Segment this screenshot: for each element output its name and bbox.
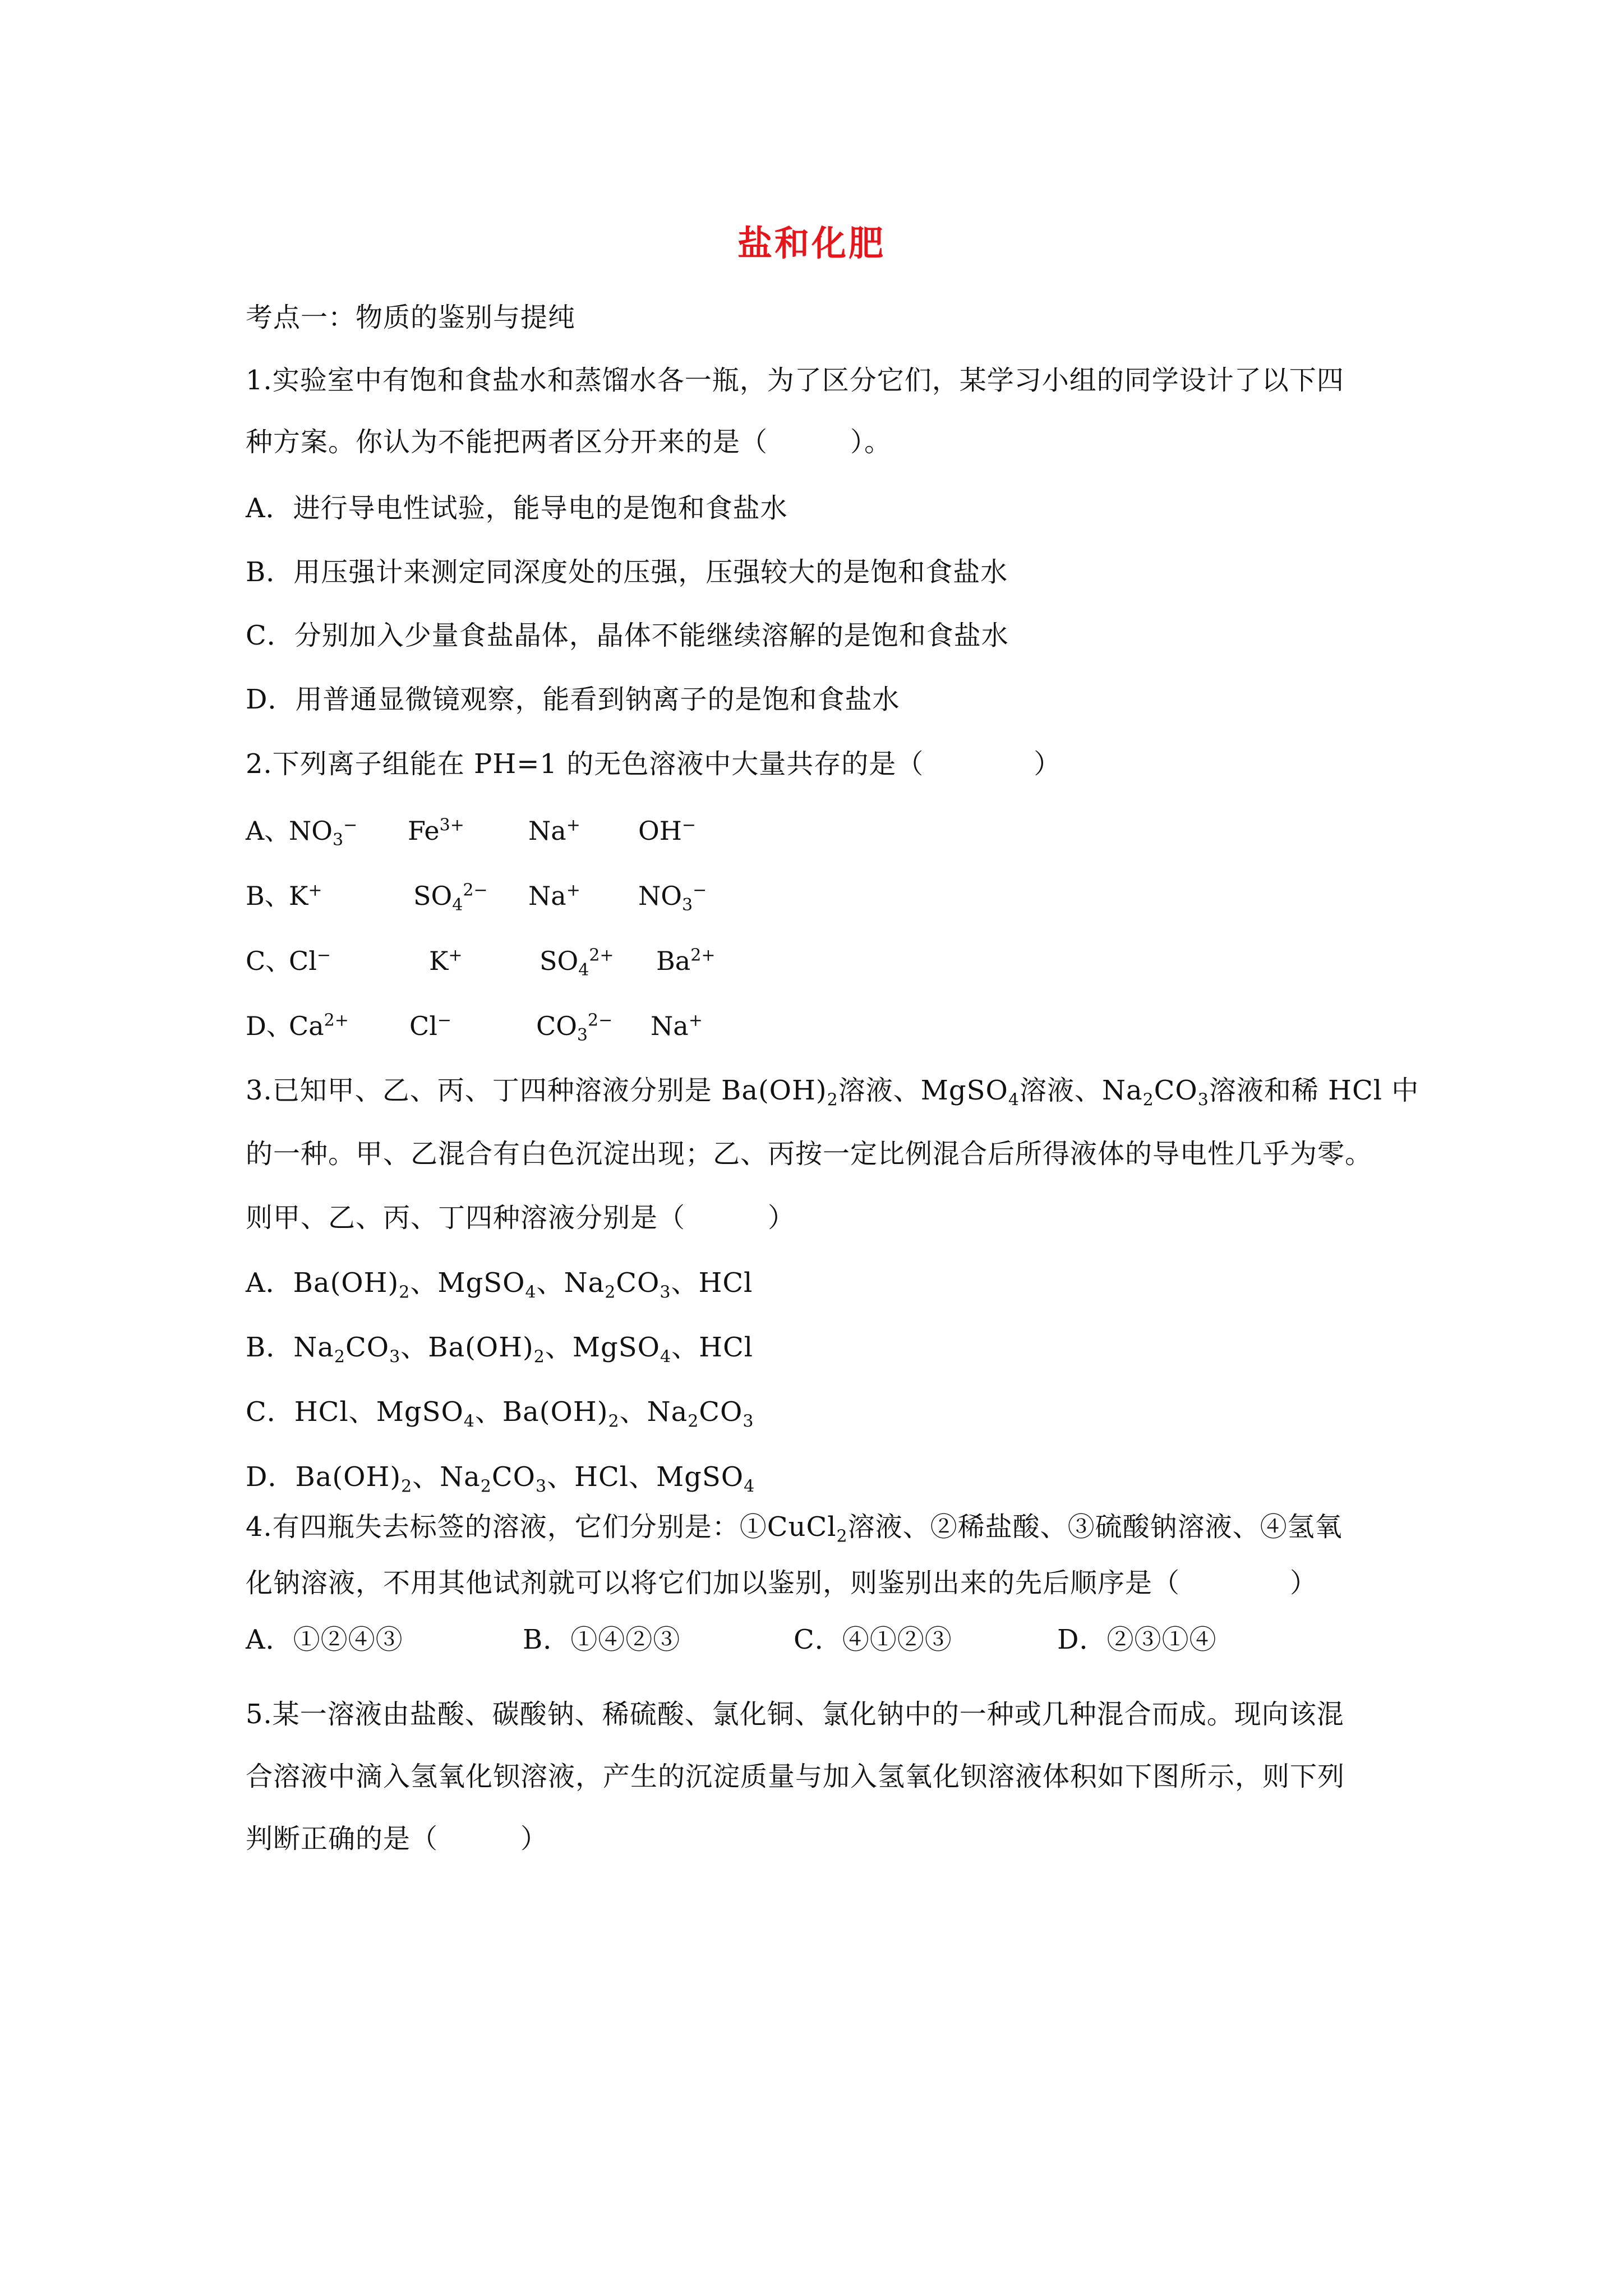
- ion: Cl−: [289, 945, 331, 976]
- ion: K+: [289, 880, 322, 911]
- ion: $Fe^{3+}$: [408, 815, 464, 846]
- ion: Na+: [528, 815, 580, 846]
- q2-option-label: B、: [246, 881, 291, 911]
- q1-option-c: C．分别加入少量食盐晶体，晶体不能继续溶解的是饱和食盐水: [246, 620, 1009, 651]
- ion: $NO_3^-$: [289, 815, 358, 850]
- q5-stem-line1: 5.某一溶液由盐酸、碳酸钠、稀硫酸、氯化铜、氯化钠中的一种或几种混合而成。现向该混: [246, 1699, 1344, 1730]
- ion: $Ca^{2+}$: [289, 1010, 349, 1041]
- q1-option-a: A．进行导电性试验，能导电的是饱和食盐水: [246, 493, 788, 524]
- q2-option-label: A、: [246, 816, 291, 846]
- page-title: 盐和化肥: [737, 223, 886, 264]
- q4-option-c: C．④①②③: [794, 1624, 952, 1655]
- q3-stem-line1: 3.已知甲、乙、丙、丁四种溶液分别是 $Ba(OH)_2$溶液、MgSO$_4$溶液、$Na_2CO_3$溶液和稀 HCl 中: [246, 1075, 1419, 1110]
- ion: $SO_4^{2+}$: [540, 945, 614, 981]
- ion: $Ba^{2+}$: [656, 945, 716, 976]
- ion: Cl−: [409, 1010, 452, 1041]
- ion: OH−: [638, 815, 696, 846]
- q3-option-c: C．HCl、MgSO$_4$、$Ba(OH)_2$、$Na_2CO_3$: [246, 1396, 754, 1432]
- q2-stem: 2.下列离子组能在 PH=1 的无色溶液中大量共存的是（ ）: [246, 748, 1062, 780]
- q2-option-label: D、: [246, 1011, 292, 1041]
- ion: $SO_4^{2-}$: [413, 880, 488, 915]
- section-heading: 考点一：物质的鉴别与提纯: [246, 302, 576, 333]
- q1-stem-line2: 种方案。你认为不能把两者区分开来的是（ ）。: [246, 426, 892, 458]
- q3-option-a: A．$Ba(OH)_2$、MgSO$_4$、$Na_2CO_3$、HCl: [246, 1267, 753, 1303]
- q3-stem-line2: 的一种。甲、乙混合有白色沉淀出现；乙、丙按一定比例混合后所得液体的导电性几乎为零。: [246, 1138, 1373, 1170]
- q5-stem-line3: 判断正确的是（ ）: [246, 1823, 548, 1855]
- q1-option-d: D．用普通显微镜观察，能看到钠离子的是饱和食盐水: [246, 684, 900, 715]
- ion: Na+: [651, 1010, 703, 1041]
- q4-option-d: D．②③①④: [1057, 1624, 1217, 1655]
- q3-stem-line3: 则甲、乙、丙、丁四种溶液分别是（ ）: [246, 1202, 796, 1234]
- q1-option-b: B．用压强计来测定同深度处的压强，压强较大的是饱和食盐水: [246, 556, 1008, 588]
- q2-option-label: C、: [246, 946, 292, 976]
- q4-option-b: B．①④②③: [523, 1624, 681, 1655]
- q5-stem-line2: 合溶液中滴入氢氧化钡溶液，产生的沉淀质量与加入氢氧化钡溶液体积如下图所示，则下列: [246, 1761, 1345, 1792]
- q4-option-a: A．①②④③: [246, 1624, 403, 1655]
- ion: $NO_3^-$: [638, 880, 707, 915]
- q1-stem-line1: 1.实验室中有饱和食盐水和蒸馏水各一瓶，为了区分它们，某学习小组的同学设计了以下四: [246, 365, 1344, 396]
- q4-stem-line2: 化钠溶液，不用其他试剂就可以将它们加以鉴别，则鉴别出来的先后顺序是（ ）: [246, 1567, 1318, 1599]
- ion: Na+: [528, 880, 580, 911]
- q4-stem-line1: 4.有四瓶失去标签的溶液，它们分别是：①CuCl$_2$溶液、②稀盐酸、③硫酸钠溶液、④氢氧: [246, 1511, 1343, 1547]
- q3-option-b: B．$Na_2CO_3$、$Ba(OH)_2$、MgSO$_4$、HCl: [246, 1332, 754, 1367]
- q3-option-d: D．$Ba(OH)_2$、$Na_2CO_3$、HCl、MgSO$_4$: [246, 1461, 755, 1497]
- ion: K+: [429, 945, 463, 976]
- ion: $CO_3^{2-}$: [536, 1010, 613, 1046]
